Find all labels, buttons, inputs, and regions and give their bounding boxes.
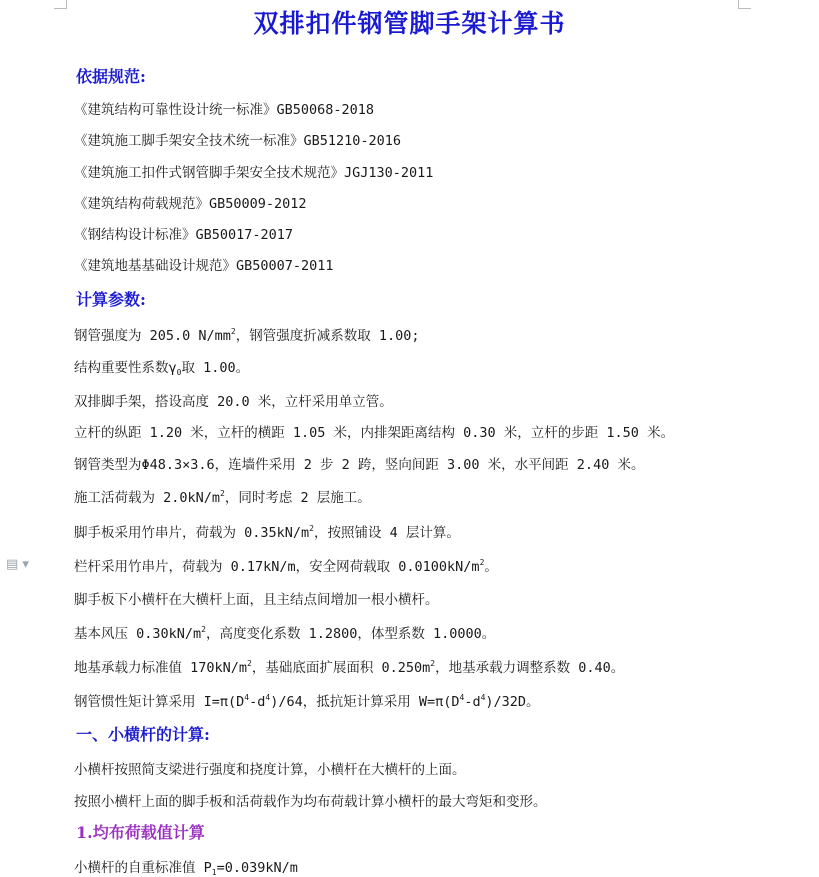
param-line-importance-factor: 结构重要性系数$\gamma_0$取 1.00。 [74,360,250,377]
param-line-transverse-bar: 脚手板下小横杆在大横杆上面，且主结点间增加一根小横杆。 [74,592,439,608]
standard-line: 《钢结构设计标准》GB50017-2017 [74,227,294,243]
document-title: 双排扣件钢管脚手架计算书 [253,9,566,38]
part1-line: 小横杆按照简支梁进行强度和挠度计算，小横杆在大横杆的上面。 [74,762,466,778]
param-line-moment-formula: 钢管惯性矩计算采用 $I=\pi(D^4-d^4)/64$，抵抗矩计算采用 $W=\pi(D^4-d^4)/32D$。 [74,693,540,710]
params-heading: 计算参数: [76,290,146,309]
param-line-foundation: 地基承载力标准值 $170kN/m^2$，基础底面扩展面积 $0.250m^2$，地基承载力调整系数 0.40。 [74,659,625,676]
param-line-railing: 栏杆采用竹串片，荷载为 0.17kN/m，安全网荷载取 $0.0100kN/m^2$。 [74,558,498,575]
param-line-pipe-type: 钢管类型为Φ48.3×3.6，连墙件采用 2 步 2 跨，竖向间距 3.00 米，水平间距 2.40 米。 [74,457,645,473]
param-line-spacing: 立杆的纵距 1.20 米，立杆的横距 1.05 米，内排架距离结构 0.30 米，立杆的步距 1.50 米。 [74,425,675,441]
part1-line: 按照小横杆上面的脚手板和活荷载作为均布荷载计算小横杆的最大弯矩和变形。 [74,794,547,810]
standard-line: 《建筑施工脚手架安全技术统一标准》GB51210-2016 [74,133,402,149]
standard-line: 《建筑结构荷载规范》GB50009-2012 [74,196,307,212]
part1-heading: 一、小横杆的计算: [76,725,210,744]
document-options-icon[interactable]: ▤ ▾ [6,557,29,572]
sub1-heading: 1.均布荷载值计算 [76,823,205,842]
param-line-live-load: 施工活荷载为 $2.0kN/m^2$，同时考虑 2 层施工。 [74,489,371,506]
sub1-self-weight-line: 小横杆的自重标准值 $P_1=0.039kN/m$ [74,860,298,877]
standard-line: 《建筑结构可靠性设计统一标准》GB50068-2018 [74,102,375,118]
standard-line: 《建筑施工扣件式钢管脚手架安全技术规范》JGJ130-2011 [74,165,434,181]
param-line-steel-strength: 钢管强度为 205.0 $N/mm^2$，钢管强度折减系数取 1.00; [74,327,420,344]
param-line-height: 双排脚手架，搭设高度 20.0 米，立杆采用单立管。 [74,394,393,410]
param-line-scaffold-board: 脚手板采用竹串片，荷载为 $0.35kN/m^2$，按照铺设 4 层计算。 [74,524,460,541]
basis-heading: 依据规范: [76,67,146,86]
param-line-wind: 基本风压 $0.30kN/m^2$，高度变化系数 1.2800，体型系数 1.0000。 [74,625,496,642]
standard-line: 《建筑地基基础设计规范》GB50007-2011 [74,258,334,274]
